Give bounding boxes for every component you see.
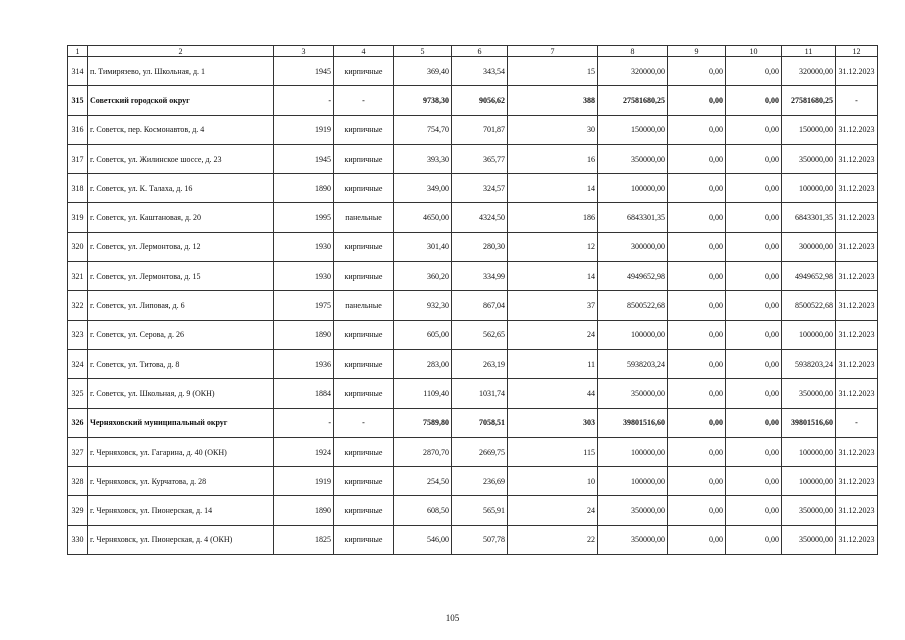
deadline-cell: 31.12.2023 <box>836 203 878 232</box>
year-cell: - <box>274 86 334 115</box>
year-cell: 1884 <box>274 379 334 408</box>
living-area-cell: 7058,51 <box>452 408 508 437</box>
owners-cell: 320000,00 <box>782 57 836 86</box>
fund-cell: 0,00 <box>668 467 726 496</box>
year-cell: 1825 <box>274 525 334 554</box>
owners-cell: 5938203,24 <box>782 349 836 378</box>
address-cell: г. Советск, пер. Космонавтов, д. 4 <box>88 115 274 144</box>
budget-cell: 0,00 <box>726 57 782 86</box>
owners-cell: 6843301,35 <box>782 203 836 232</box>
row-number: 318 <box>68 174 88 203</box>
living-area-cell: 280,30 <box>452 232 508 261</box>
total-area-cell: 605,00 <box>394 320 452 349</box>
residents-cell: 30 <box>508 115 598 144</box>
material-cell: кирпичные <box>334 144 394 173</box>
budget-cell: 0,00 <box>726 408 782 437</box>
material-cell: - <box>334 86 394 115</box>
total-area-cell: 4650,00 <box>394 203 452 232</box>
residents-cell: 15 <box>508 57 598 86</box>
header-cell: 4 <box>334 46 394 57</box>
address-cell: Советский городской округ <box>88 86 274 115</box>
table-row <box>68 203 878 232</box>
table-row <box>68 496 878 525</box>
budget-cell: 0,00 <box>726 496 782 525</box>
header-cell: 10 <box>726 46 782 57</box>
deadline-cell: 31.12.2023 <box>836 379 878 408</box>
table-row <box>68 291 878 320</box>
cost-cell: 100000,00 <box>598 320 668 349</box>
header-cell: 8 <box>598 46 668 57</box>
total-area-cell: 546,00 <box>394 525 452 554</box>
year-cell: 1924 <box>274 437 334 466</box>
year-cell: 1930 <box>274 262 334 291</box>
address-cell: г. Черняховск, ул. Гагарина, д. 40 (ОКН) <box>88 437 274 466</box>
fund-cell: 0,00 <box>668 349 726 378</box>
owners-cell: 8500522,68 <box>782 291 836 320</box>
table-row <box>68 349 878 378</box>
table-row <box>68 262 878 291</box>
year-cell: 1995 <box>274 203 334 232</box>
address-cell: г. Советск, ул. Каштановая, д. 20 <box>88 203 274 232</box>
deadline-cell: 31.12.2023 <box>836 349 878 378</box>
table-row <box>68 174 878 203</box>
row-number: 320 <box>68 232 88 261</box>
budget-cell: 0,00 <box>726 174 782 203</box>
material-cell: панельные <box>334 291 394 320</box>
header-cell: 3 <box>274 46 334 57</box>
address-cell: Черняховский муниципальный округ <box>88 408 274 437</box>
cost-cell: 4949652,98 <box>598 262 668 291</box>
owners-cell: 100000,00 <box>782 174 836 203</box>
header-cell: 7 <box>508 46 598 57</box>
deadline-cell: 31.12.2023 <box>836 262 878 291</box>
fund-cell: 0,00 <box>668 203 726 232</box>
year-cell: - <box>274 408 334 437</box>
row-number: 314 <box>68 57 88 86</box>
residents-cell: 16 <box>508 144 598 173</box>
total-area-cell: 754,70 <box>394 115 452 144</box>
deadline-cell: 31.12.2023 <box>836 144 878 173</box>
owners-cell: 350000,00 <box>782 496 836 525</box>
total-area-cell: 608,50 <box>394 496 452 525</box>
row-number: 323 <box>68 320 88 349</box>
deadline-cell: 31.12.2023 <box>836 174 878 203</box>
residents-cell: 10 <box>508 467 598 496</box>
cost-cell: 100000,00 <box>598 174 668 203</box>
material-cell: кирпичные <box>334 496 394 525</box>
living-area-cell: 334,99 <box>452 262 508 291</box>
total-area-cell: 369,40 <box>394 57 452 86</box>
row-number: 317 <box>68 144 88 173</box>
cost-cell: 27581680,25 <box>598 86 668 115</box>
fund-cell: 0,00 <box>668 320 726 349</box>
living-area-cell: 701,87 <box>452 115 508 144</box>
fund-cell: 0,00 <box>668 174 726 203</box>
living-area-cell: 507,78 <box>452 525 508 554</box>
table-row <box>68 115 878 144</box>
fund-cell: 0,00 <box>668 525 726 554</box>
residents-cell: 11 <box>508 349 598 378</box>
owners-cell: 39801516,60 <box>782 408 836 437</box>
cost-cell: 350000,00 <box>598 525 668 554</box>
material-cell: кирпичные <box>334 349 394 378</box>
living-area-cell: 562,65 <box>452 320 508 349</box>
fund-cell: 0,00 <box>668 232 726 261</box>
address-cell: г. Черняховск, ул. Пионерская, д. 4 (ОКН) <box>88 525 274 554</box>
budget-cell: 0,00 <box>726 115 782 144</box>
row-number: 328 <box>68 467 88 496</box>
year-cell: 1890 <box>274 320 334 349</box>
year-cell: 1945 <box>274 57 334 86</box>
cost-cell: 100000,00 <box>598 467 668 496</box>
fund-cell: 0,00 <box>668 86 726 115</box>
address-cell: г. Советск, ул. К. Талаха, д. 16 <box>88 174 274 203</box>
table-row <box>68 437 878 466</box>
row-number: 326 <box>68 408 88 437</box>
material-cell: кирпичные <box>334 525 394 554</box>
row-number: 315 <box>68 86 88 115</box>
total-area-cell: 360,20 <box>394 262 452 291</box>
header-row <box>68 46 878 57</box>
table-row <box>68 525 878 554</box>
cost-cell: 320000,00 <box>598 57 668 86</box>
row-number: 319 <box>68 203 88 232</box>
owners-cell: 300000,00 <box>782 232 836 261</box>
owners-cell: 350000,00 <box>782 144 836 173</box>
address-cell: г. Советск, ул. Школьная, д. 9 (ОКН) <box>88 379 274 408</box>
header-cell: 6 <box>452 46 508 57</box>
deadline-cell: 31.12.2023 <box>836 467 878 496</box>
owners-cell: 350000,00 <box>782 379 836 408</box>
residents-cell: 115 <box>508 437 598 466</box>
deadline-cell: 31.12.2023 <box>836 437 878 466</box>
living-area-cell: 324,57 <box>452 174 508 203</box>
cost-cell: 350000,00 <box>598 379 668 408</box>
fund-cell: 0,00 <box>668 437 726 466</box>
owners-cell: 100000,00 <box>782 467 836 496</box>
living-area-cell: 867,04 <box>452 291 508 320</box>
deadline-cell: 31.12.2023 <box>836 320 878 349</box>
row-number: 321 <box>68 262 88 291</box>
owners-cell: 350000,00 <box>782 525 836 554</box>
material-cell: кирпичные <box>334 262 394 291</box>
table-row <box>68 57 878 86</box>
owners-cell: 100000,00 <box>782 320 836 349</box>
table-row <box>68 144 878 173</box>
deadline-cell: 31.12.2023 <box>836 232 878 261</box>
deadline-cell: - <box>836 86 878 115</box>
table-row <box>68 86 878 115</box>
material-cell: панельные <box>334 203 394 232</box>
budget-cell: 0,00 <box>726 232 782 261</box>
total-area-cell: 254,50 <box>394 467 452 496</box>
material-cell: кирпичные <box>334 57 394 86</box>
residents-cell: 22 <box>508 525 598 554</box>
material-cell: кирпичные <box>334 437 394 466</box>
deadline-cell: - <box>836 408 878 437</box>
cost-cell: 150000,00 <box>598 115 668 144</box>
year-cell: 1936 <box>274 349 334 378</box>
deadline-cell: 31.12.2023 <box>836 115 878 144</box>
total-area-cell: 301,40 <box>394 232 452 261</box>
total-area-cell: 393,30 <box>394 144 452 173</box>
residents-cell: 12 <box>508 232 598 261</box>
header-cell: 11 <box>782 46 836 57</box>
residents-cell: 24 <box>508 320 598 349</box>
budget-cell: 0,00 <box>726 437 782 466</box>
row-number: 322 <box>68 291 88 320</box>
address-cell: г. Советск, ул. Лермонтова, д. 12 <box>88 232 274 261</box>
material-cell: кирпичные <box>334 320 394 349</box>
address-cell: г. Советск, ул. Серова, д. 26 <box>88 320 274 349</box>
deadline-cell: 31.12.2023 <box>836 496 878 525</box>
address-cell: п. Тимирязево, ул. Школьная, д. 1 <box>88 57 274 86</box>
header-cell: 1 <box>68 46 88 57</box>
fund-cell: 0,00 <box>668 57 726 86</box>
fund-cell: 0,00 <box>668 408 726 437</box>
year-cell: 1890 <box>274 174 334 203</box>
budget-cell: 0,00 <box>726 203 782 232</box>
header-cell: 12 <box>836 46 878 57</box>
material-cell: кирпичные <box>334 115 394 144</box>
living-area-cell: 263,19 <box>452 349 508 378</box>
residents-cell: 388 <box>508 86 598 115</box>
material-cell: кирпичные <box>334 379 394 408</box>
cost-cell: 5938203,24 <box>598 349 668 378</box>
fund-cell: 0,00 <box>668 115 726 144</box>
year-cell: 1890 <box>274 496 334 525</box>
address-cell: г. Черняховск, ул. Пионерская, д. 14 <box>88 496 274 525</box>
row-number: 327 <box>68 437 88 466</box>
cost-cell: 100000,00 <box>598 437 668 466</box>
page-number: 105 <box>445 613 460 623</box>
material-cell: - <box>334 408 394 437</box>
deadline-cell: 31.12.2023 <box>836 291 878 320</box>
header-cell: 9 <box>668 46 726 57</box>
header-cell: 2 <box>88 46 274 57</box>
year-cell: 1945 <box>274 144 334 173</box>
budget-cell: 0,00 <box>726 379 782 408</box>
budget-cell: 0,00 <box>726 525 782 554</box>
year-cell: 1919 <box>274 115 334 144</box>
address-cell: г. Советск, ул. Липовая, д. 6 <box>88 291 274 320</box>
living-area-cell: 565,91 <box>452 496 508 525</box>
row-number: 324 <box>68 349 88 378</box>
total-area-cell: 2870,70 <box>394 437 452 466</box>
material-cell: кирпичные <box>334 467 394 496</box>
budget-cell: 0,00 <box>726 144 782 173</box>
fund-cell: 0,00 <box>668 262 726 291</box>
living-area-cell: 236,69 <box>452 467 508 496</box>
cost-cell: 8500522,68 <box>598 291 668 320</box>
total-area-cell: 932,30 <box>394 291 452 320</box>
total-area-cell: 283,00 <box>394 349 452 378</box>
owners-cell: 4949652,98 <box>782 262 836 291</box>
year-cell: 1919 <box>274 467 334 496</box>
budget-cell: 0,00 <box>726 320 782 349</box>
year-cell: 1930 <box>274 232 334 261</box>
deadline-cell: 31.12.2023 <box>836 525 878 554</box>
row-number: 330 <box>68 525 88 554</box>
address-cell: г. Черняховск, ул. Курчатова, д. 28 <box>88 467 274 496</box>
address-cell: г. Советск, ул. Лермонтова, д. 15 <box>88 262 274 291</box>
table-row <box>68 379 878 408</box>
living-area-cell: 343,54 <box>452 57 508 86</box>
budget-cell: 0,00 <box>726 467 782 496</box>
table-row <box>68 320 878 349</box>
cost-cell: 350000,00 <box>598 144 668 173</box>
row-number: 329 <box>68 496 88 525</box>
address-cell: г. Советск, ул. Титова, д. 8 <box>88 349 274 378</box>
cost-cell: 39801516,60 <box>598 408 668 437</box>
material-cell: кирпичные <box>334 174 394 203</box>
residents-cell: 303 <box>508 408 598 437</box>
year-cell: 1975 <box>274 291 334 320</box>
header-cell: 5 <box>394 46 452 57</box>
budget-cell: 0,00 <box>726 86 782 115</box>
cost-cell: 350000,00 <box>598 496 668 525</box>
cost-cell: 300000,00 <box>598 232 668 261</box>
residents-cell: 24 <box>508 496 598 525</box>
owners-cell: 27581680,25 <box>782 86 836 115</box>
fund-cell: 0,00 <box>668 379 726 408</box>
budget-cell: 0,00 <box>726 291 782 320</box>
total-area-cell: 7589,80 <box>394 408 452 437</box>
total-area-cell: 1109,40 <box>394 379 452 408</box>
living-area-cell: 2669,75 <box>452 437 508 466</box>
fund-cell: 0,00 <box>668 144 726 173</box>
budget-cell: 0,00 <box>726 262 782 291</box>
fund-cell: 0,00 <box>668 291 726 320</box>
residents-cell: 14 <box>508 174 598 203</box>
owners-cell: 150000,00 <box>782 115 836 144</box>
fund-cell: 0,00 <box>668 496 726 525</box>
residents-cell: 37 <box>508 291 598 320</box>
table-row <box>68 232 878 261</box>
owners-cell: 100000,00 <box>782 437 836 466</box>
budget-cell: 0,00 <box>726 349 782 378</box>
total-area-cell: 349,00 <box>394 174 452 203</box>
address-cell: г. Советск, ул. Жилинское шоссе, д. 23 <box>88 144 274 173</box>
residents-cell: 14 <box>508 262 598 291</box>
row-number: 325 <box>68 379 88 408</box>
living-area-cell: 365,77 <box>452 144 508 173</box>
material-cell: кирпичные <box>334 232 394 261</box>
total-area-cell: 9738,30 <box>394 86 452 115</box>
cost-cell: 6843301,35 <box>598 203 668 232</box>
residents-cell: 186 <box>508 203 598 232</box>
living-area-cell: 4324,50 <box>452 203 508 232</box>
living-area-cell: 1031,74 <box>452 379 508 408</box>
row-number: 316 <box>68 115 88 144</box>
housing-table <box>67 45 878 555</box>
table-row <box>68 467 878 496</box>
residents-cell: 44 <box>508 379 598 408</box>
deadline-cell: 31.12.2023 <box>836 57 878 86</box>
living-area-cell: 9056,62 <box>452 86 508 115</box>
table-row <box>68 408 878 437</box>
